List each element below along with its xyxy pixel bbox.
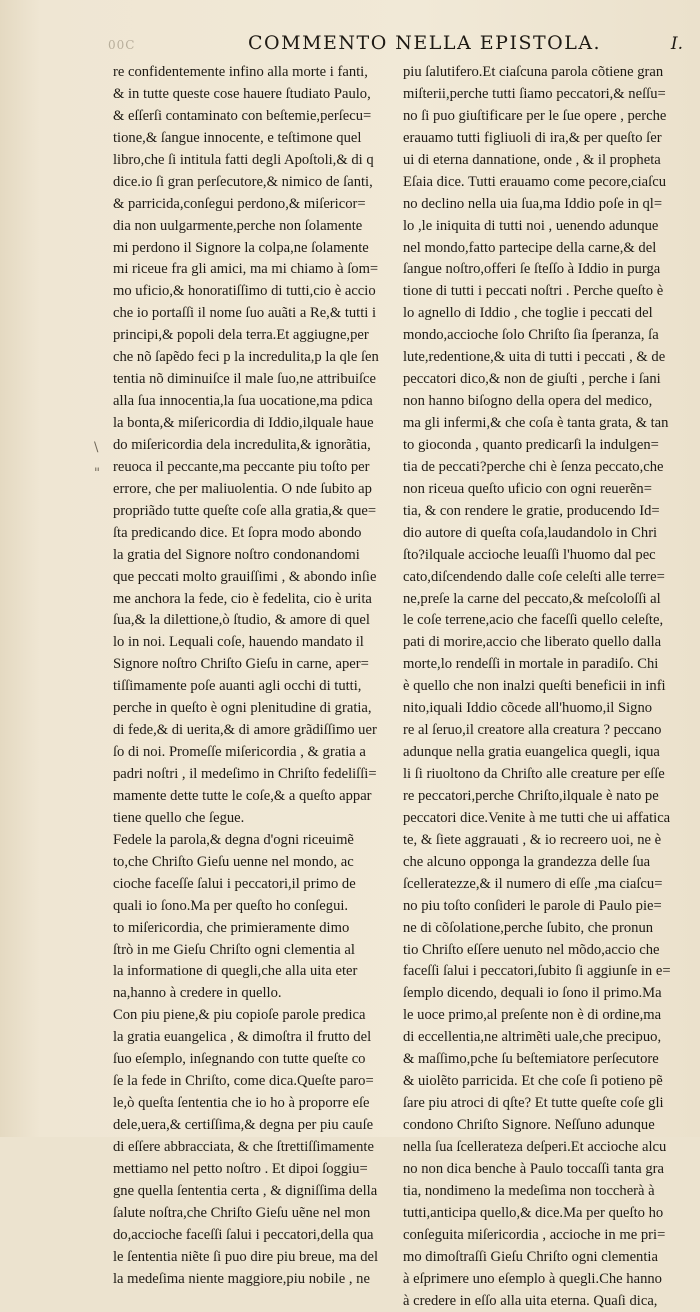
text-line: & maſſimo,pche ſu beſtemiatore perſecutore [403,1049,684,1071]
text-line: tiſſimamente poſe auanti agli occhi di tutti, [113,676,395,698]
text-line: ne di cõſolatione,perche ſubito, che pronun [403,918,684,940]
text-line: reuoca il peccante,ma peccante piu toſto per [113,457,395,479]
text-line: nito,iquali Iddio cõcede all'huomo,il Signo [403,698,684,720]
text-line: to,che Chriſto Gieſu uenne nel mondo, ac [113,852,395,874]
text-line: ſangue noſtro,offeri ſe ſteſſo à Iddio in purga [403,259,684,281]
text-line: cato,diſcendendo dalle coſe celeſti alle terre= [403,567,684,589]
text-line: no non dica benche à Paulo toccaſſi tanta gra [403,1159,684,1181]
text-line: mamente dette tutte le coſe,& a queſto appar [113,786,395,808]
text-line: che nõ ſapẽdo feci p la incredulita,p la qle ſen [113,347,395,369]
text-line: che io portaſſi il nome ſuo auãti a Re,& tutti i [113,303,395,325]
text-line: ſemplo dicendo, dequali io ſono il primo.Ma [403,983,684,1005]
text-line: ſalute noſtra,che Chriſto Gieſu uẽne nel mon [113,1203,395,1225]
text-line: ſare piu atroci di qſte? Et tutte queſte coſe gli [403,1093,684,1115]
text-line: Signore noſtro Chriſto Gieſu in carne, aper= [113,654,395,676]
text-line: ſo di noi. Promeſſe miſericordia , & gratia a [113,742,395,764]
right-text-column [403,62,684,1312]
text-line: la gratia del Signore noſtro condonandomi [113,545,395,567]
text-line: non hanno biſogno della opera del medico, [403,391,684,413]
text-line: dio autore di queſta coſa,laudandolo in Chri [403,523,684,545]
text-line: conſeguita miſericordia , accioche in me pri= [403,1225,684,1247]
text-line: re peccatori,perche Chriſto,ilquale è nato pe [403,786,684,808]
text-line: me anchora la fede, cio è fedelita, cio è urita [113,589,395,611]
text-line: pati di morire,accio che liberato quello dalla [403,632,684,654]
text-line: è quello che non inalzi queſti beneficii in infi [403,676,684,698]
text-line: principi,& popoli dela terra.Et aggiugne,per [113,325,395,347]
text-line: ſua,& la dilettione,ò ſtudio, & amore di quel [113,610,395,632]
text-line: dice.io ſi gran perſecutore,& nimico de ſanti, [113,172,395,194]
text-line: ſtrò in me Gieſu Chriſto ogni clementia al [113,940,395,962]
text-line: padri noſtri , il medeſimo in Chriſto fedeliſſi= [113,764,395,786]
text-line: ui di eterna dannatione, onde , & il propheta [403,150,684,172]
text-line: te, & ſiete aggrauati , & io recreero uoi, ne è [403,830,684,852]
text-line: di eſſere abbracciata, & che ſtrettiſſimamente [113,1137,395,1159]
text-line: condono Chriſto Signore. Neſſuno adunque [403,1115,684,1137]
text-line: le ſententia niẽte ſi puo dire piu breue, ma del [113,1247,395,1269]
text-line: tentia nõ diminuiſce il male ſuo,ne attribuiſce [113,369,395,391]
text-line: lo in noi. Lequali coſe, hauendo mandato il [113,632,395,654]
text-line: libro,che ſi intitula fatti degli Apoſtoli,& di q [113,150,395,172]
text-line: à credere in eſſo alla uita eterna. Quaſi dica, [403,1291,684,1312]
folio-number: 00C [108,38,135,52]
text-line: errore, che per maliuolentia. O nde ſubito ap [113,479,395,501]
text-line: tione,& ſangue innocente, e teſtimone quel [113,128,395,150]
text-line: ne,preſe la carne del peccato,& meſcoloſſi al [403,589,684,611]
text-line: le uoce primo,al preſente non è di ordine,ma [403,1005,684,1027]
text-line: & uiolẽto parricida. Et che coſe ſi potieno pẽ [403,1071,684,1093]
text-line: la bonta,& miſericordia di Iddio,ilquale haue [113,413,395,435]
text-line: no ſi puo giuſtificare per le ſue opere , perche [403,106,684,128]
text-line: adunque nella gratia euangelica quegli, iqua [403,742,684,764]
text-line: dele,uera,& certiſſima,& degna per piu cauſe [113,1115,395,1137]
text-line: erauamo tutti figliuoli di ira,& per queſto ſer [403,128,684,150]
margin-mark: " [94,466,100,481]
text-line: do miſericordia dela incredulita,& ignorãtia, [113,435,395,457]
text-line: le coſe terrene,acio che faceſſi quello celeſte, [403,610,684,632]
text-line: la medeſima niente maggiore,piu nobile , ne [113,1269,395,1291]
text-line: ma gli infermi,& che coſa è tanta grata, & tan [403,413,684,435]
text-line: tione di tutti i peccati noſtri . Perche queſto è [403,281,684,303]
text-line: di eccellentia,ne altrimẽti uale,che precipuo, [403,1027,684,1049]
text-line: mondo,accioche ſolo Chriſto ſia ſperanza, ſa [403,325,684,347]
text-line: mo uficio,& honoratiſſimo di tutti,cio è accio [113,281,395,303]
text-line: do,accioche faceſſi ſalui i peccatori,della qua [113,1225,395,1247]
text-line: & eſſerſi contaminato con beſtemie,perſecu= [113,106,395,128]
text-line: miſterii,perche tutti ſiamo peccatori,& neſſu= [403,84,684,106]
text-line: tia, nondimeno la medeſima non toccherà à [403,1181,684,1203]
text-line: dia non uulgarmente,perche non ſolamente [113,216,395,238]
text-line: tia, & con rendere le gratie, producendo Id= [403,501,684,523]
text-line: to gioconda , quanto predicarſi la indulgen= [403,435,684,457]
text-line: ſto?ilquale accioche leuaſſi l'huomo dal pec [403,545,684,567]
text-line: lute,redentione,& uita di tutti i peccati , & de [403,347,684,369]
text-line: tutti,anticipa quello,& dice.Ma per queſto ho [403,1203,684,1225]
text-line: re confidentemente infino alla morte i fanti, [113,62,395,84]
text-line: nel mondo,fatto partecipe della carne,& del [403,238,684,260]
text-line: di fede,& di uerita,& di amore grãdiſſimo uer [113,720,395,742]
text-line: re al ſeruo,il creatore alla creatura ? peccano [403,720,684,742]
text-line: perche in queſto è ogni plenitudine di gratia, [113,698,395,720]
text-line: tiene quello che ſegue. [113,808,395,830]
text-line: à eſprimere uno eſemplo à quegli.Che hanno [403,1269,684,1291]
text-line: Fedele la parola,& degna d'ogni riceuimẽ [113,830,395,852]
text-line: propriãdo tutte queſte coſe alla gratia,& que= [113,501,395,523]
text-line: Con piu piene,& piu copioſe parole predica [113,1005,395,1027]
text-line: mi riceue fra gli amici, ma mi chiamo à ſom= [113,259,395,281]
page-header [108,32,683,56]
text-line: peccatori dice.Venite à me tutti che ui affatica [403,808,684,830]
text-line: le,ò queſta ſententia che io ho à proporre eſe [113,1093,395,1115]
text-line: tia de peccati?perche chi è ſenza peccato,che [403,457,684,479]
text-line: ſe la fede in Chriſto, come dica.Queſte paro= [113,1071,395,1093]
text-line: lo agnello di Iddio , che toglie i peccati del [403,303,684,325]
left-text-column [113,62,395,1291]
text-line: tio Chriſto eſſere uenuto nel mõdo,accio che [403,940,684,962]
text-line: na,hanno à credere in quello. [113,983,395,1005]
text-line: que peccati molto grauiſſimi , & abondo inſie [113,567,395,589]
text-line: to miſericordia, che primieramente dimo [113,918,395,940]
running-title: COMMENTO NELLA EPISTOLA. [248,32,601,54]
text-line: lo ,le iniquita di tutti noi , uenendo adunque [403,216,684,238]
text-line: no declino nella uia ſua,ma Iddio poſe in ql= [403,194,684,216]
text-line: non riceua queſto uficio con ogni reuerẽn= [403,479,684,501]
text-line: piu ſalutifero.Et ciaſcuna parola cõtiene gran [403,62,684,84]
text-line: li ſi riuoltono da Chriſto alle creature per eſſe [403,764,684,786]
text-line: che alcuno opponga la grandezza delle ſua [403,852,684,874]
text-line: mettiamo nel petto noſtro . Et dipoi ſoggiu= [113,1159,395,1181]
text-line: ſuo eſemplo, inſegnando con tutte queſte co [113,1049,395,1071]
text-line: morte,lo rendeſſi in mortale in paradiſo. Chi [403,654,684,676]
text-line: la informatione di quegli,che alla uita eter [113,961,395,983]
text-line: Eſaia dice. Tutti erauamo come pecore,ciaſcu [403,172,684,194]
text-line: nella ſua ſcellerateza deſperi.Et accioche alcu [403,1137,684,1159]
text-line: la gratia euangelica , & dimoſtra il frutto del [113,1027,395,1049]
text-line: no piu toſto conſideri le parole di Paulo pie= [403,896,684,918]
text-line: quali io ſono.Ma per queſto ho conſegui. [113,896,395,918]
text-line: peccatori dico,& non de giuſti , perche i ſani [403,369,684,391]
text-line: mo dimoſtraſſi Gieſu Chriſto ogni clementia [403,1247,684,1269]
text-line: gne quella ſententia certa , & digniſſima della [113,1181,395,1203]
text-line: alla ſua innocentia,la ſua uocatione,ma pdica [113,391,395,413]
page-signature: I. [671,34,683,54]
margin-mark: \ [94,440,98,455]
text-line: cioche faceſſe ſalui i peccatori,il primo de [113,874,395,896]
text-line: & parricida,conſegui perdono,& miſericor= [113,194,395,216]
text-line: ſta predicando dice. Et ſopra modo abondo [113,523,395,545]
text-line: mi perdono il Signore la colpa,ne ſolamente [113,238,395,260]
text-line: & in tutte queste cose hauere ſtudiato Paulo, [113,84,395,106]
text-line: faceſſi ſalui i peccatori,ſubito ſi aggiunſe in e= [403,961,684,983]
text-line: ſcelleratezze,& il numero di eſſe ,ma ciaſcu= [403,874,684,896]
